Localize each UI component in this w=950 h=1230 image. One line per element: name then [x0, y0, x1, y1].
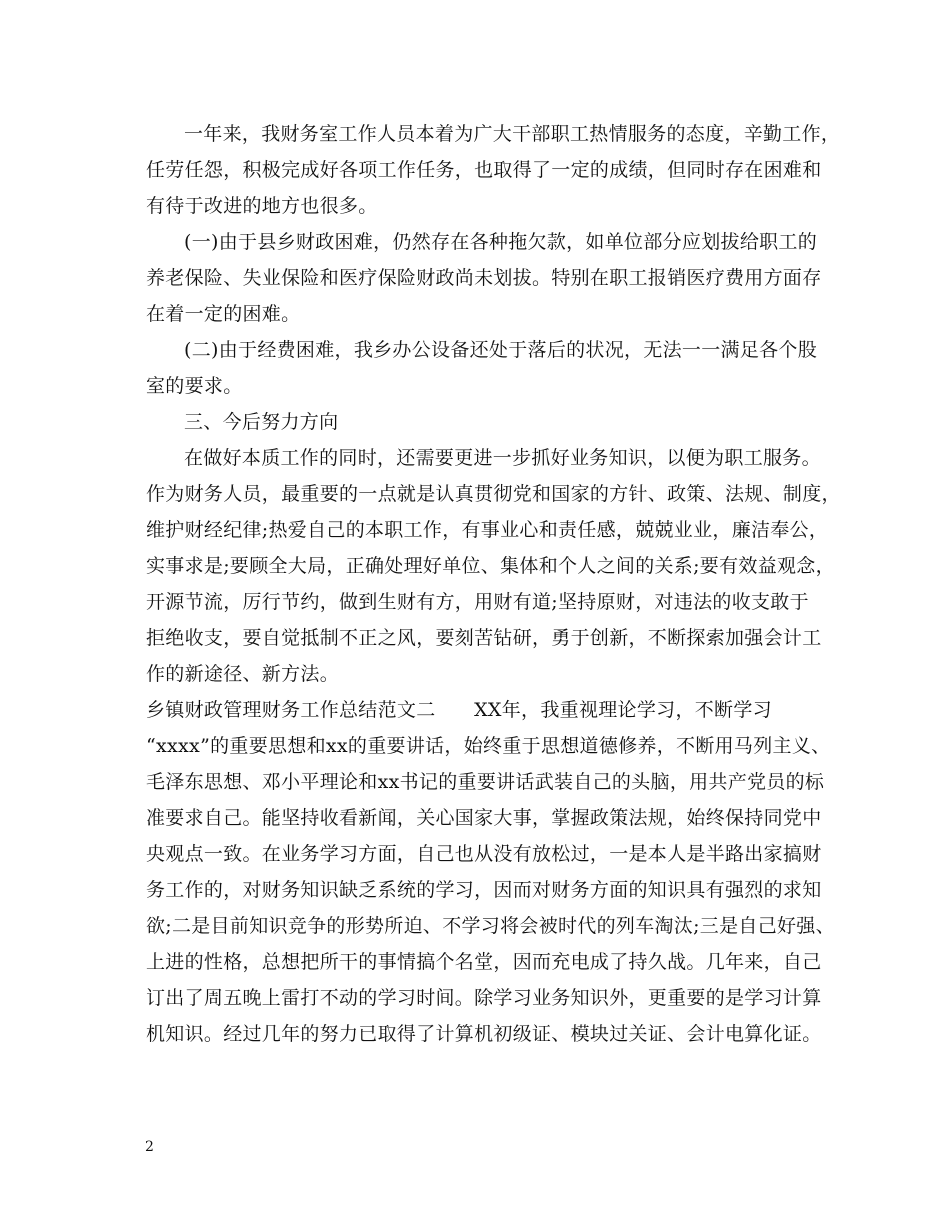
text-line: 在着一定的困难。 — [146, 303, 301, 325]
text-line: 开源节流，厉行节约，做到生财有方，用财有道;坚持原财，对违法的收支敢于 — [146, 591, 809, 613]
text-line: 央观点一致。在业务学习方面，自己也从没有放松过，一是本人是半路出家搞财 — [146, 843, 822, 865]
text-line: 拒绝收支，要自觉抵制不正之风，要刻苦钻研，勇于创新，不断探索加强会计工 — [146, 627, 822, 649]
text-line: 欲;二是目前知识竞争的形势所迫、不学习将会被时代的列车淘汰;三是自己好强、 — [146, 915, 835, 937]
text-line: “xxxx”的重要思想和xx的重要讲话，始终重于思想道德修养，不断用马列主义、 — [146, 735, 831, 757]
text-line: 订出了周五晚上雷打不动的学习时间。除学习业务知识外，更重要的是学习计算 — [146, 987, 822, 1009]
text-line: (一)由于县乡财政困难，仍然存在各种拖欠款，如单位部分应划拔给职工的 — [184, 231, 818, 253]
text-line: (二)由于经费困难，我乡办公设备还处于落后的状况，无法一一满足各个股 — [184, 339, 818, 361]
text-line: 作为财务人员，最重要的一点就是认真贯彻党和国家的方针、政策、法规、制度， — [146, 483, 841, 505]
text-line: 在做好本质工作的同时，还需要更进一步抓好业务知识，以便为职工服务。 — [184, 447, 821, 469]
text-line: 毛泽东思想、邓小平理论和xx书记的重要讲话武装自己的头脑，用共产党员的标 — [146, 771, 825, 793]
section-heading: 三、今后努力方向 — [184, 411, 339, 433]
text-line: 实事求是;要顾全大局，正确处理好单位、集体和个人之间的关系;要有效益观念， — [146, 555, 835, 577]
text-line: 一年来，我财务室工作人员本着为广大干部职工热情服务的态度，辛勤工作， — [184, 123, 841, 145]
text-line: 上进的性格，总想把所干的事情搞个名堂，因而充电成了持久战。几年来，自己 — [146, 951, 822, 973]
text-line: 任劳任怨，积极完成好各项工作任务，也取得了一定的成绩，但同时存在困难和 — [146, 159, 822, 181]
text-line: 乡镇财政管理财务工作总结范文二 XX年，我重视理论学习，不断学习 — [146, 699, 772, 721]
page-number: 2 — [145, 1139, 154, 1155]
text-line: 作的新途径、新方法。 — [146, 663, 340, 685]
text-line: 机知识。经过几年的努力已取得了计算机初级证、模块过关证、会计电算化证。 — [146, 1023, 822, 1045]
text-line: 维护财经纪律;热爱自己的本职工作，有事业心和责任感，兢兢业业，廉洁奉公， — [146, 519, 829, 541]
text-line: 准要求自己。能坚持收看新闻，关心国家大事，掌握政策法规，始终保持同党中 — [146, 807, 822, 829]
text-line: 室的要求。 — [146, 375, 243, 397]
text-line: 务工作的，对财务知识缺乏系统的学习，因而对财务方面的知识具有强烈的求知 — [146, 879, 822, 901]
text-line: 有待于改进的地方也很多。 — [146, 195, 378, 217]
text-line: 养老保险、失业保险和医疗保险财政尚未划拔。特别在职工报销医疗费用方面存 — [146, 267, 822, 289]
